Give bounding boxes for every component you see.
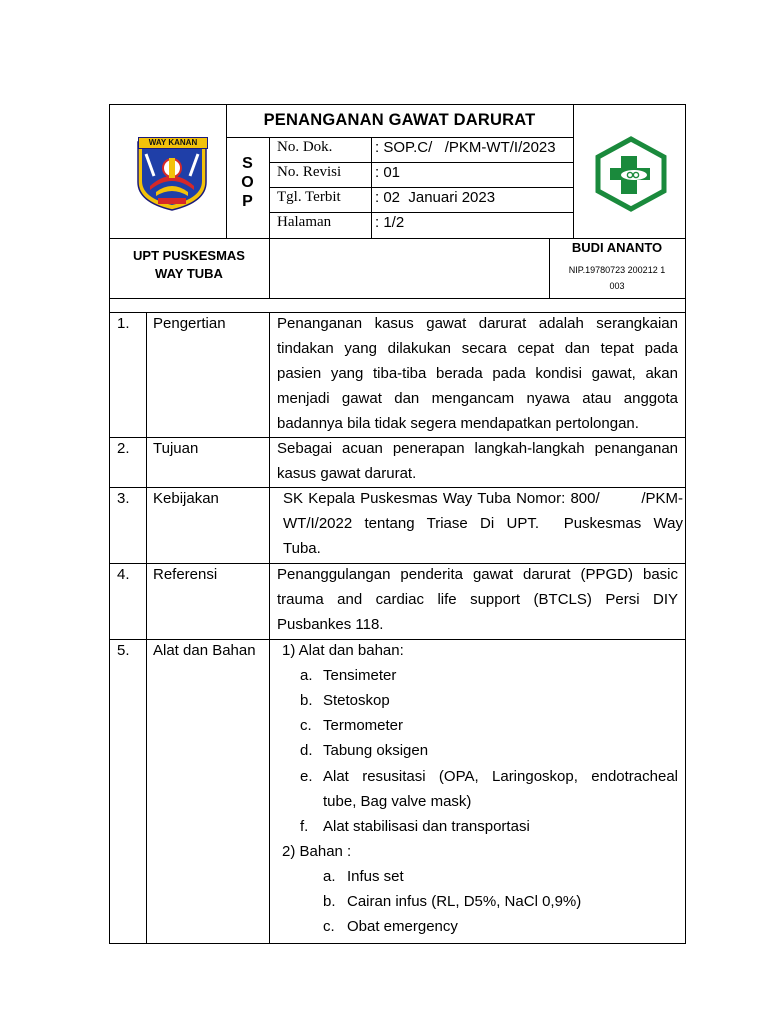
text-line: Penanganan kasus gawat darurat adalah serangkaian — [277, 315, 678, 332]
section-label: Kebijakan — [153, 490, 219, 507]
list-item: Cairan infus (RL, D5%, NaCl 0,9%) — [347, 893, 582, 910]
list-marker: a. — [300, 667, 313, 684]
document-title: PENANGANAN GAWAT DARURAT — [263, 111, 536, 129]
text-line: badannya bila tidak segera mendapatkan pertolongan. — [277, 415, 639, 432]
list-marker: b. — [300, 692, 313, 709]
list-item: Tabung oksigen — [323, 742, 429, 759]
signer-nip-line: NIP.19780723 200212 1 — [568, 265, 666, 275]
section-text — [283, 486, 683, 561]
list-item: Infus set — [347, 868, 404, 885]
list-marker: c. — [300, 717, 312, 734]
text-line: Pusbankes 118. — [277, 616, 384, 633]
text-line: trauma and cardiac life support (BTCLS) Persi DIY — [277, 591, 678, 608]
section-number: 4. — [117, 566, 130, 583]
bahan-heading: 2) Bahan : — [282, 843, 352, 860]
unit-name-line: UPT PUSKESMAS — [133, 248, 245, 263]
text-line: menjadi gawat dan mengancam nyawa atau anggota — [277, 390, 678, 407]
text-line: tindakan yang dilakukan secara cepat dan tepat pada — [277, 340, 678, 357]
meta-label-halaman: Halaman — [277, 214, 332, 230]
list-item: Termometer — [323, 717, 404, 734]
signer-nip-line: 003 — [609, 281, 625, 291]
meta-label-no-revisi: No. Revisi — [277, 164, 342, 180]
section-text — [277, 562, 678, 637]
sop-letter: P — [242, 193, 253, 210]
list-marker: e. — [300, 768, 313, 785]
section-label: Tujuan — [153, 440, 199, 457]
list-item — [323, 764, 678, 814]
list-item: Obat emergency — [347, 918, 458, 935]
list-marker: d. — [300, 742, 313, 759]
section-number: 1. — [117, 315, 130, 332]
text-line: Tuba. — [283, 540, 321, 557]
text-line: WT/I/2022 tentang Triase Di UPT. Puskesmas Way — [283, 515, 683, 532]
section-text — [277, 436, 678, 486]
text-line: Sebagai acuan penerapan langkah-langkah penanganan — [277, 440, 678, 457]
section-number: 5. — [117, 642, 130, 659]
section-label: Referensi — [153, 566, 218, 583]
sop-label — [226, 154, 269, 211]
list-item: Alat stabilisasi dan transportasi — [323, 818, 530, 835]
list-marker: b. — [323, 893, 336, 910]
text-line: SK Kepala Puskesmas Way Tuba Nomor: 800/ /PKM- — [283, 490, 683, 507]
meta-value-no-dok: : SOP.C/ /PKM-WT/I/2023 — [375, 139, 556, 156]
list-marker: c. — [323, 918, 335, 935]
sop-letter: O — [241, 174, 254, 191]
list-marker: f. — [300, 818, 309, 835]
puskesmas-logo — [594, 136, 668, 212]
meta-value-tgl-terbit: : 02 Januari 2023 — [375, 189, 496, 206]
meta-value-no-revisi: : 01 — [375, 164, 401, 181]
section-text — [277, 311, 678, 436]
text-line: pasien yang tiba-tiba berada pada kondisi gawat, akan — [277, 365, 678, 382]
signer-name: BUDI ANANTO — [571, 240, 663, 255]
list-marker: a. — [323, 868, 336, 885]
section-label: Alat dan Bahan — [153, 642, 256, 659]
text-line: Alat resusitasi (OPA, Laringoskop, endotracheal — [323, 768, 678, 785]
meta-label-tgl-terbit: Tgl. Terbit — [277, 189, 341, 205]
alat-heading: 1) Alat dan bahan: — [282, 642, 404, 659]
section-number: 3. — [117, 490, 130, 507]
sop-letter: S — [242, 155, 253, 172]
unit-name-line: WAY TUBA — [155, 266, 223, 281]
list-item: Stetoskop — [323, 692, 390, 709]
text-line: Penanggulangan penderita gawat darurat (PPGD) basic — [277, 566, 678, 583]
meta-label-no-dok: No. Dok. — [277, 139, 333, 155]
text-line: tube, Bag valve mask) — [323, 793, 472, 810]
section-number: 2. — [117, 440, 130, 457]
meta-value-halaman: : 1/2 — [375, 214, 405, 231]
section-label: Pengertian — [153, 315, 226, 332]
list-item: Tensimeter — [323, 667, 397, 684]
logo-label: WAY KANAN — [138, 137, 208, 149]
unit-name — [109, 247, 269, 283]
text-line: kasus gawat darurat. — [277, 465, 417, 482]
signer-nip — [549, 262, 685, 294]
